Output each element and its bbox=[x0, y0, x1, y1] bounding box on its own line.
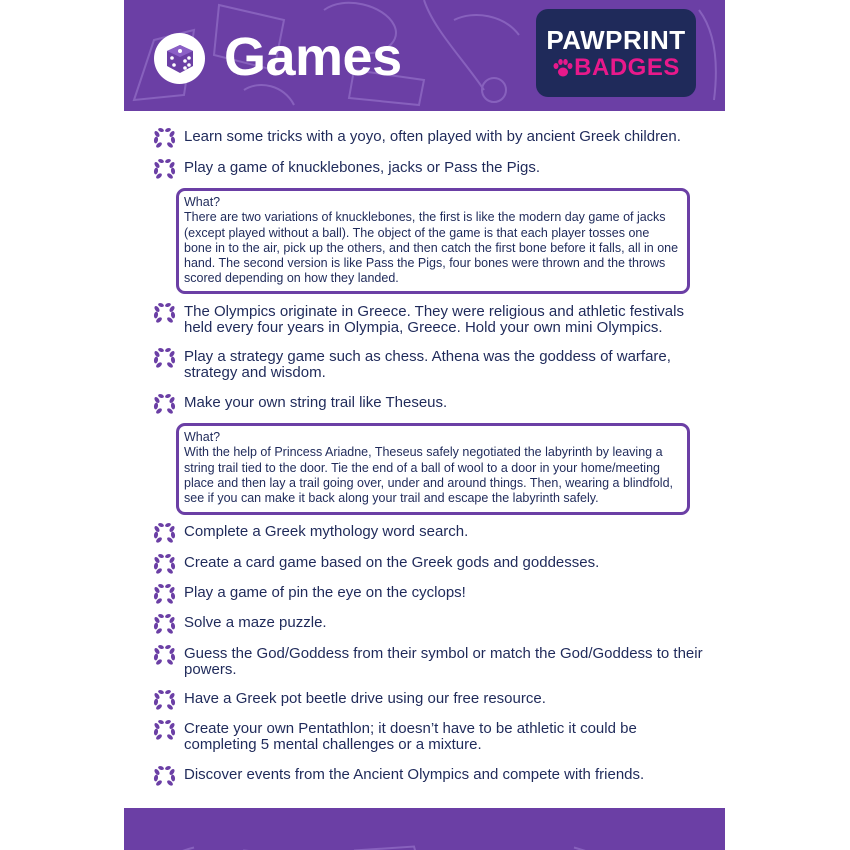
what-box-body: There are two variations of knucklebones, the first is like the modern day game of jacks (except played without a ball). The object of the game is that each player tosses one bone in to the air, pick up the others, and then catch the first bone before it falls, all in one hand. The second version is like Pass the Pigs, four bones were thrown and the throws scored depending on how they landed. bbox=[184, 210, 679, 286]
item-text: Play a strategy game such as chess. Athena was the goddess of warfare, strategy and wisdom. bbox=[184, 348, 671, 381]
list-item bbox=[152, 691, 712, 712]
dice-badge bbox=[154, 33, 205, 84]
item-text: Learn some tricks with a yoyo, often played with by ancient Greek children. bbox=[184, 128, 681, 145]
list-item bbox=[152, 721, 712, 753]
item-text: Create a card game based on the Greek gods and goddesses. bbox=[184, 554, 600, 571]
item-text: The Olympics originate in Greece. They were religious and athletic festivals held every four years in Olympia, Greece. Hold your own mini Olympics. bbox=[184, 303, 684, 336]
laurel-icon bbox=[152, 581, 177, 606]
laurel-icon bbox=[152, 763, 177, 788]
page-title: Games bbox=[224, 27, 402, 87]
laurel-icon bbox=[152, 300, 177, 325]
header-banner bbox=[124, 0, 725, 111]
list-item bbox=[152, 646, 712, 678]
laurel-icon bbox=[152, 611, 177, 636]
list-item bbox=[152, 767, 712, 788]
what-info-box bbox=[176, 423, 690, 515]
item-text: Make your own string trail like Theseus. bbox=[184, 394, 448, 411]
list-item bbox=[152, 585, 712, 606]
dice-icon bbox=[164, 43, 196, 75]
what-info-box bbox=[176, 188, 690, 294]
item-text: Solve a maze puzzle. bbox=[184, 614, 327, 631]
footer-banner bbox=[124, 808, 725, 850]
laurel-icon bbox=[152, 391, 177, 416]
what-box-body: With the help of Princess Ariadne, Theseus safely negotiated the labyrinth by leaving a string trail tied to the door. Tie the end of a ball of wool to a door in your home/meeting place and then lay a trail going over, under and around things. Then, wearing a blindfold, see if you can make it back along your trail and escape the labyrinth safely. bbox=[184, 445, 673, 506]
list-item bbox=[152, 615, 712, 636]
laurel-icon bbox=[152, 551, 177, 576]
laurel-icon bbox=[152, 642, 177, 667]
item-text: Discover events from the Ancient Olympics and compete with friends. bbox=[184, 766, 645, 783]
laurel-icon bbox=[152, 520, 177, 545]
logo-bottom-text: BADGES bbox=[574, 54, 680, 81]
paw-icon bbox=[552, 58, 574, 78]
item-text: Have a Greek pot beetle drive using our free resource. bbox=[184, 690, 546, 707]
doodle-pattern bbox=[124, 808, 725, 850]
laurel-icon bbox=[152, 125, 177, 150]
list-item bbox=[152, 160, 712, 181]
item-text: Create your own Pentathlon; it doesn’t have to be athletic it could be completing 5 mental challenges or a mixture. bbox=[184, 720, 637, 753]
list-item bbox=[152, 555, 712, 576]
laurel-icon bbox=[152, 345, 177, 370]
item-text: Guess the God/Goddess from their symbol or match the God/Goddess to their powers. bbox=[184, 645, 703, 678]
list-item bbox=[152, 129, 712, 150]
logo-top-text: PAWPRINT bbox=[546, 25, 686, 55]
list-item bbox=[152, 349, 712, 381]
item-text: Complete a Greek mythology word search. bbox=[184, 523, 469, 540]
laurel-icon bbox=[152, 687, 177, 712]
what-box-title: What? bbox=[184, 430, 221, 444]
logo-bottom-row bbox=[536, 55, 696, 81]
what-box-title: What? bbox=[184, 195, 221, 209]
page bbox=[124, 0, 725, 850]
pawprint-badges-logo bbox=[536, 9, 696, 97]
list-item bbox=[152, 304, 712, 336]
list-item bbox=[152, 395, 712, 416]
item-text: Play a game of pin the eye on the cyclops! bbox=[184, 584, 466, 601]
item-text: Play a game of knucklebones, jacks or Pass the Pigs. bbox=[184, 159, 541, 176]
laurel-icon bbox=[152, 156, 177, 181]
laurel-icon bbox=[152, 717, 177, 742]
list-item bbox=[152, 524, 712, 545]
